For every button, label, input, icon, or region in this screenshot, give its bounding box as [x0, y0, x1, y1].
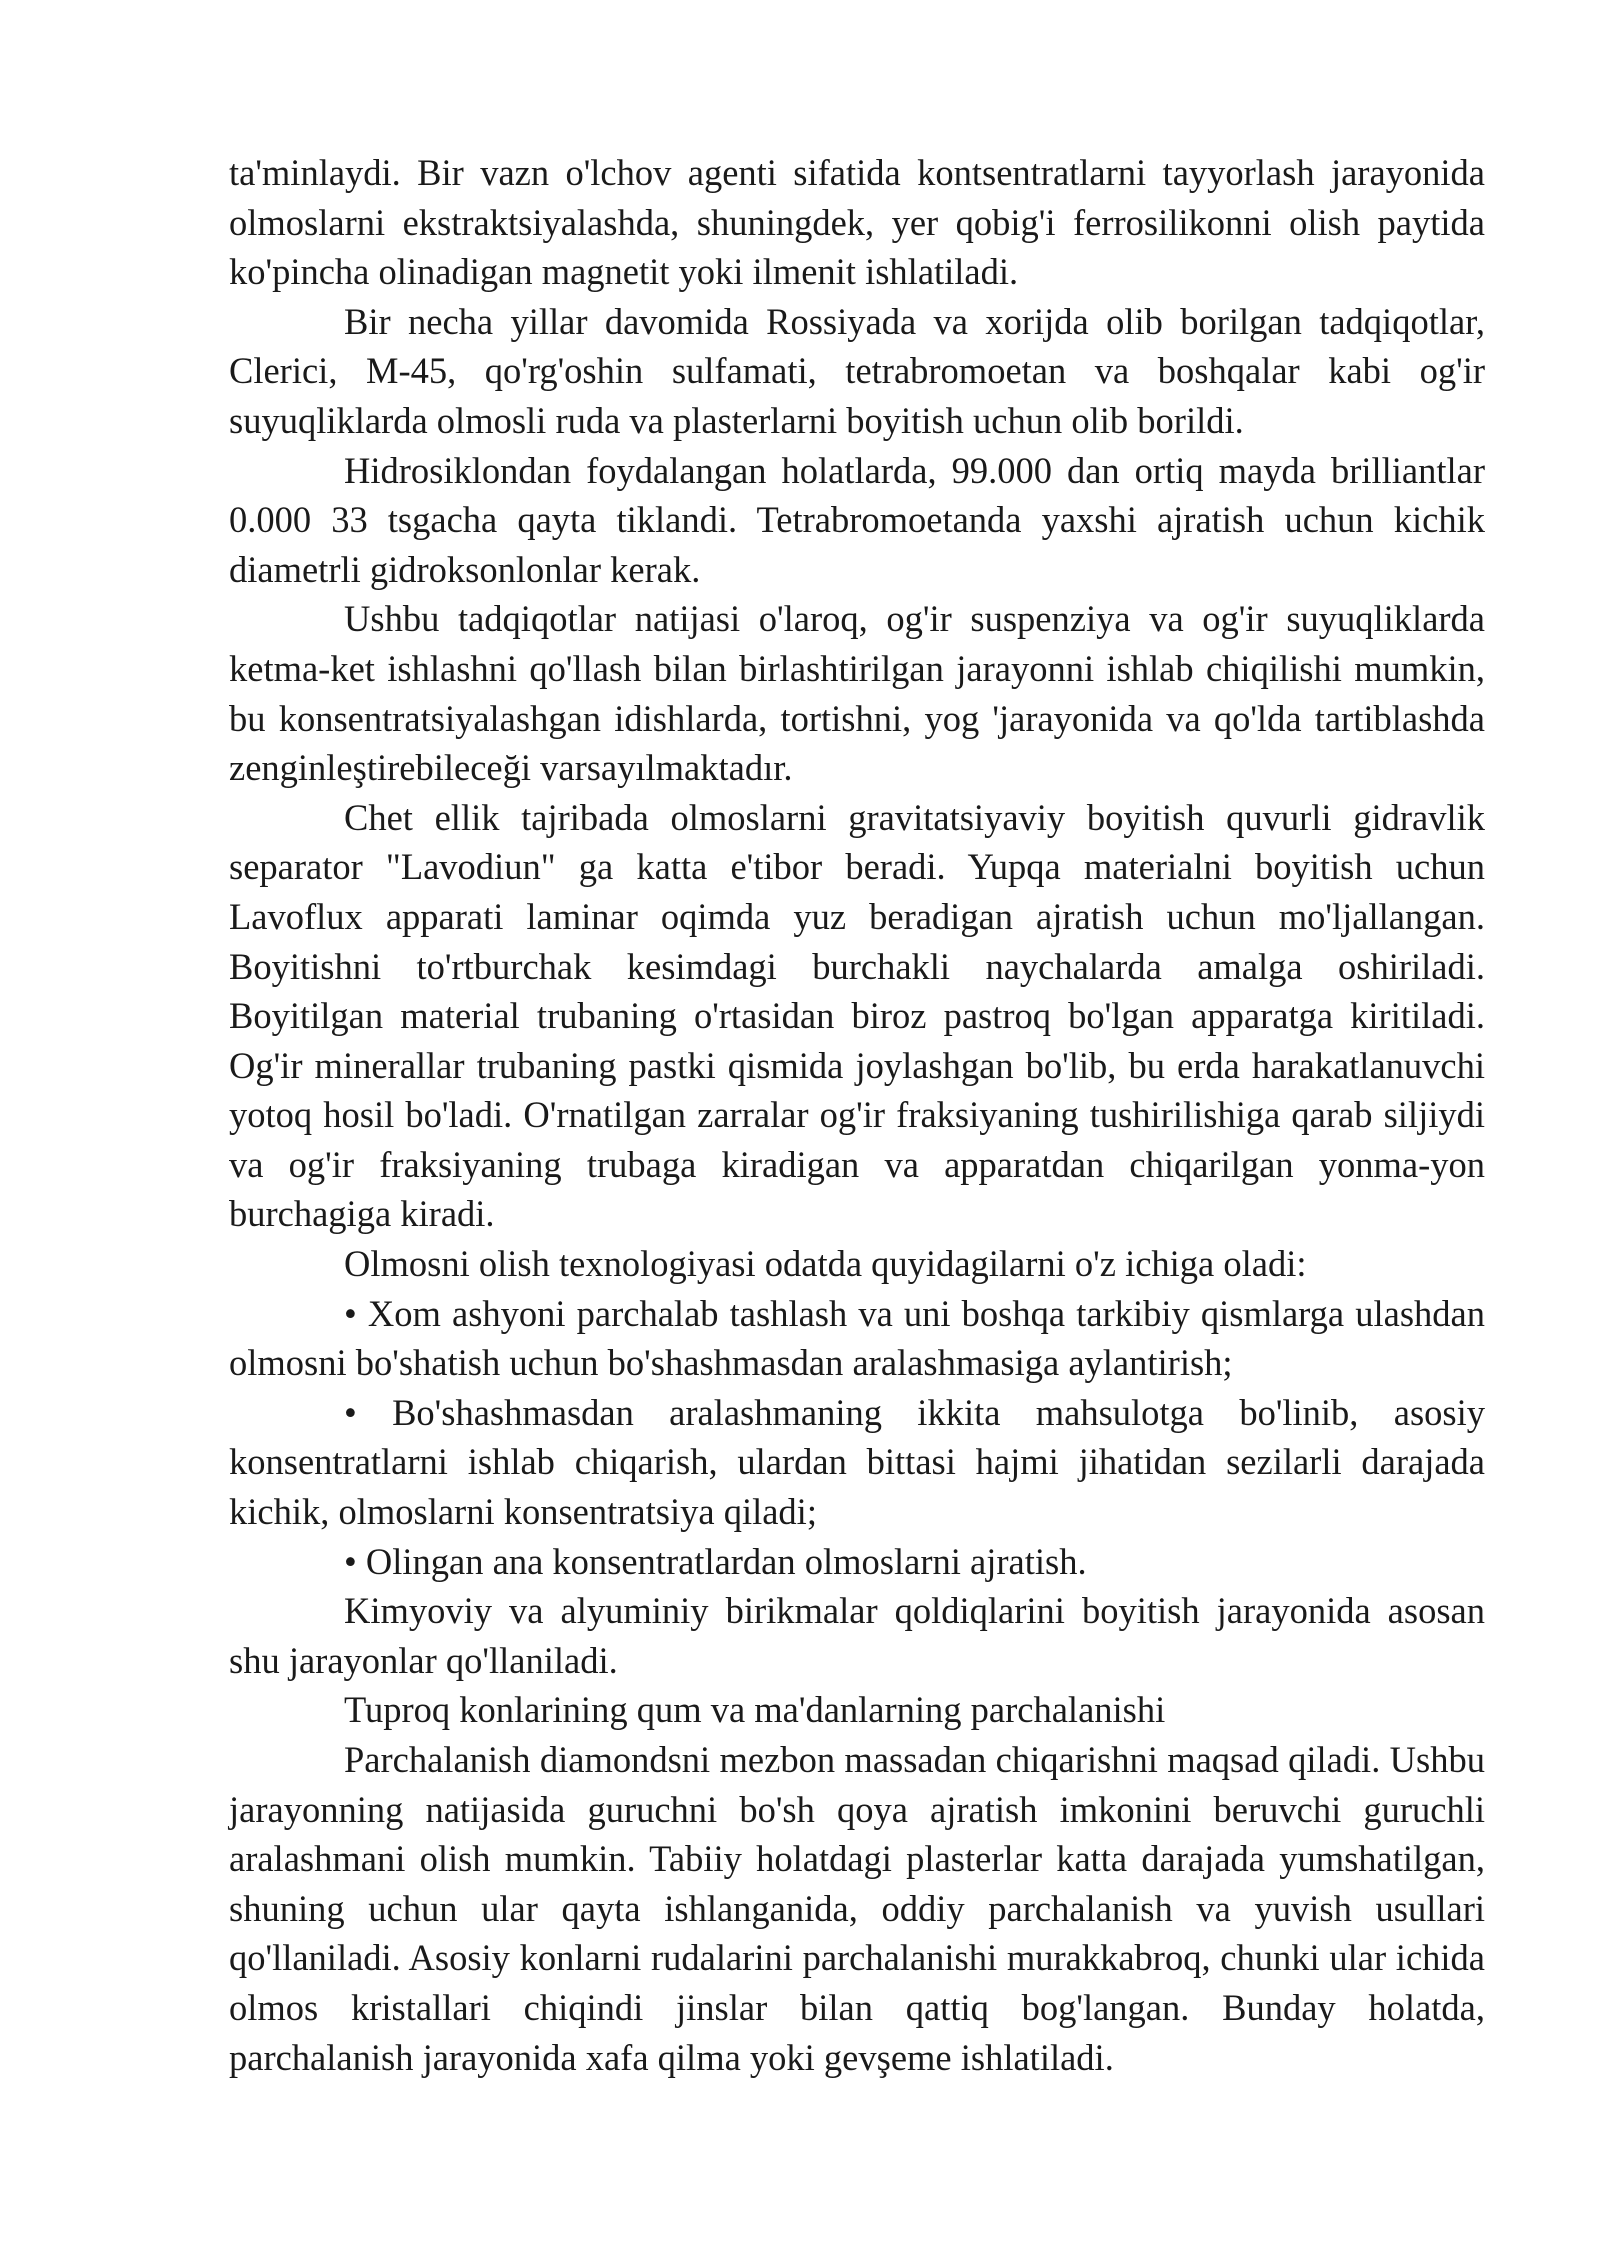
bullet-item-crushing: • Xom ashyoni parchalab tashlash va uni boshqa tarkibiy qismlarga ulashdan olmosni bo'shatish uchun bo'shashmasdan aralashmasiga aylantirish; — [229, 1292, 1485, 1384]
bullet-item-separation: • Bo'shashmasdan aralashmaning ikkita mahsulotga bo'linib, asosiy konsentratlarni ishlab chiqarish, ulardan bittasi hajmi jihatidan sezilarli darajada kichik, olmoslarni konsentratsiya qiladi; — [229, 1391, 1485, 1533]
section-heading: Tuproq konlarining qum va ma'danlarning parchalanishi — [344, 1689, 1166, 1731]
paragraph-continuation: ta'minlaydi. Bir vazn o'lchov agenti sifatida kontsentratlarni tayyorlash jarayonida olmoslarni ekstraktsiyalashda, shuningdek, yer qobig'i ferrosilikonni olish paytida ko'pincha olinadigan magnetit yoki ilmenit ishlatiladi. — [229, 152, 1485, 293]
paragraph-disintegration: Parchalanish diamondsni mezbon massadan chiqarishni maqsad qiladi. Ushbu jarayonning natijasida guruchni bo'sh qoya ajratish imkonini beruvchi guruchli aralashmani olish mumkin. Tabiiy holatdagi plasterlar katta darajada yumshatilgan, shuning uchun ular qayta ishlanganida, oddiy parchalanish va yuvish usullari qo'llaniladi. Asosiy konlarni rudalarini parchalanishi murakkabroq, chunki ular ichida olmos kristallari chiqindi jinslar bilan qattiq bog'langan. Bunday holatda, parchalanish jarayonida xafa qilma yoki gevşeme ishlatiladi. — [229, 1739, 1485, 2078]
paragraph-hydrocyclone: Hidrosiklondan foydalangan holatlarda, 99.000 dan ortiq mayda brilliantlar 0.000 33 tsgacha qayta tiklandi. Tetrabromoetanda yaxshi ajratish uchun kichik diametrli gidroksonlonlar kerak. — [229, 449, 1485, 590]
paragraph-technology-intro: Olmosni olish texnologiyasi odatda quyidagilarni o'z ichiga oladi: — [344, 1243, 1307, 1285]
bullet-item-extraction: • Olingan ana konsentratlardan olmoslarni ajratish. — [344, 1540, 1087, 1582]
paragraph-lavodiun-separator: Chet ellik tajribada olmoslarni gravitatsiyaviy boyitish quvurli gidravlik separator "Lavodiun" ga katta e'tibor beradi. Yupqa materialni boyitish uchun Lavoflux apparati laminar oqimda yuz beradigan ajratish uchun mo'ljallangan. Boyitishni to'rtburchak kesimdagi burchakli naychalarda amalga oshiriladi. Boyitilgan material trubaning o'rtasidan biroz pastroq bo'lgan apparatga kiritiladi. Og'ir minerallar trubaning pastki qismida joylashgan bo'lib, bu erda harakatlanuvchi yotoq hosil bo'ladi. O'rnatilgan zarralar og'ir fraksiyaning tushirilishiga qarab siljiydi va og'ir fraksiyaning trubaga kiradigan va apparatdan chiqarilgan yonma-yon burchagiga kiradi. — [229, 796, 1485, 1235]
paragraph-research-results: Ushbu tadqiqotlar natijasi o'laroq, og'ir suspenziya va og'ir suyuqliklarda ketma-ket ishlashni qo'llash bilan birlashtirilgan jarayonni ishlab chiqilishi mumkin, bu konsentratsiyalashgan idishlarda, tortishni, yog 'jarayonida va qo'lda tartiblashda zenginleştirebileceği varsayılmaktadır. — [229, 598, 1485, 789]
paragraph-chemical-compounds: Kimyoviy va alyuminiy birikmalar qoldiqlarini boyitish jarayonida asosan shu jarayonlar qo'llaniladi. — [229, 1590, 1485, 1681]
paragraph-research-russia: Bir necha yillar davomida Rossiyada va xorijda olib borilgan tadqiqotlar, Clerici, M-45, qo'rg'oshin sulfamati, tetrabromoetan va boshqalar kabi og'ir suyuqliklarda olmosli ruda va plasterlarni boyitish uchun olib borildi. — [229, 300, 1485, 441]
body-text — [229, 148, 1485, 2082]
